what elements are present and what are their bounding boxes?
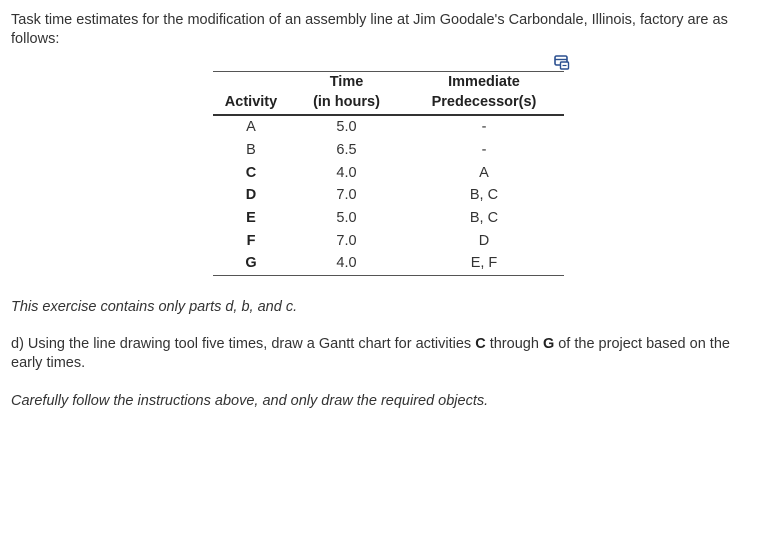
header-predecessor-line2: Predecessor(s) xyxy=(404,92,564,115)
header-time-line2: (in hours) xyxy=(289,92,404,115)
table-row xyxy=(213,115,564,139)
header-predecessor-line1: Immediate xyxy=(448,74,520,90)
cell-predecessors: - xyxy=(481,142,487,159)
cell-predecessors: D xyxy=(478,232,490,249)
cell-time: 4.0 xyxy=(336,164,357,181)
table-row xyxy=(213,184,564,207)
cell-predecessors: - xyxy=(481,119,487,136)
header-activity-spacer xyxy=(213,72,289,93)
cell-activity: C xyxy=(245,164,257,181)
final-instruction: Carefully follow the instructions above, and only draw the required objects. xyxy=(11,393,489,409)
table-row xyxy=(213,161,564,184)
table-row xyxy=(213,139,564,162)
cell-activity: A xyxy=(246,119,256,136)
question-d-prefix: d) Using the line drawing tool five times, draw a Gantt chart for activities xyxy=(11,336,476,352)
cell-predecessors: E, F xyxy=(404,252,564,275)
table-row xyxy=(213,207,564,230)
question-d-bold-c: C xyxy=(475,336,486,352)
question-d-bold-g: G xyxy=(542,336,555,352)
cell-predecessors: B, C xyxy=(469,210,499,227)
question-d-suffix: of the project based on the early times. xyxy=(11,336,730,371)
exercise-note: This exercise contains only parts d, b, and c. xyxy=(11,299,298,315)
cell-activity: D xyxy=(245,187,257,204)
cell-predecessors: A xyxy=(479,164,489,181)
task-times-table xyxy=(213,71,564,276)
cell-time: 7.0 xyxy=(336,232,357,249)
question-d xyxy=(11,335,761,373)
cell-activity: F xyxy=(246,232,256,249)
cell-activity: G xyxy=(213,252,289,275)
header-activity: Activity xyxy=(213,92,289,115)
cell-activity: B xyxy=(246,142,256,159)
question-d-middle: through xyxy=(485,336,543,352)
intro-text: Task time estimates for the modification of an assembly line at Jim Goodale's Carbondale, Illinois, factory are as follows: xyxy=(11,12,728,47)
cell-time: 6.5 xyxy=(336,142,357,159)
cell-time: 4.0 xyxy=(289,252,404,275)
table-row xyxy=(213,252,564,275)
header-time-line1: Time xyxy=(329,74,364,90)
cell-time: 5.0 xyxy=(336,210,357,227)
table-row xyxy=(213,229,564,252)
copy-table-icon[interactable] xyxy=(554,54,570,70)
cell-activity: E xyxy=(246,210,256,227)
cell-predecessors: B, C xyxy=(469,187,499,204)
cell-time: 7.0 xyxy=(336,187,357,204)
cell-time: 5.0 xyxy=(336,119,357,136)
